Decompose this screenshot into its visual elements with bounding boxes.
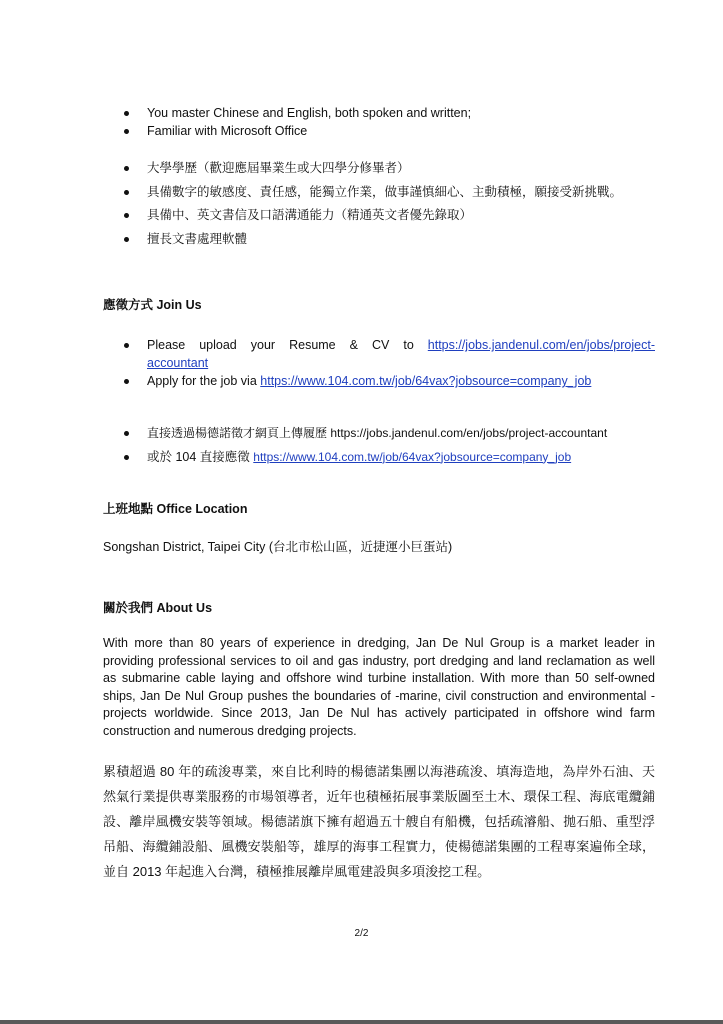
list-item bbox=[0, 104, 471, 122]
upload-text: Please upload your Resume & CV to bbox=[147, 338, 428, 352]
requirement-text: You master Chinese and English, both spoken and written; bbox=[147, 106, 472, 120]
requirement-text: 擅長文書處理軟體 bbox=[147, 231, 248, 246]
apply-link[interactable]: https://www.104.com.tw/job/64vax?jobsource=company_job bbox=[260, 374, 592, 388]
list-item bbox=[0, 446, 607, 470]
requirement-text: 大學學歷（歡迎應屆畢業生或大四學分修畢者） bbox=[147, 161, 410, 175]
list-item bbox=[0, 228, 622, 252]
requirements-en-list bbox=[0, 104, 471, 140]
apply-text: Apply for the job via bbox=[147, 374, 261, 388]
list-item bbox=[0, 336, 655, 372]
list-item bbox=[0, 122, 471, 140]
requirements-cn-list bbox=[0, 157, 622, 251]
list-item bbox=[0, 157, 622, 181]
about-us-heading: 關於我們 About Us bbox=[103, 601, 213, 615]
office-location-heading: 上班地點 Office Location bbox=[103, 502, 248, 516]
list-item bbox=[0, 372, 655, 390]
upload-link[interactable]: https://jobs.jandenul.com/en/jobs/project-accountant bbox=[147, 338, 655, 370]
cn-apply-link[interactable]: https://www.104.com.tw/job/64vax?jobsource=company_job bbox=[253, 449, 572, 464]
requirement-text: 具備中、英文書信及口語溝通能力（精通英文者優先錄取） bbox=[147, 208, 473, 222]
list-item bbox=[0, 204, 622, 228]
join-cn-list bbox=[0, 422, 607, 469]
cn-upload-text: 直接透過楊德諾徵才網頁上傳履歷 https://jobs.jandenul.com/en/jobs/project-accountant bbox=[147, 426, 608, 440]
join-us-heading: 應徵方式 Join Us bbox=[103, 298, 202, 312]
cn-apply-text: 或於 104 直接應徵 bbox=[147, 449, 254, 464]
requirement-text: 具備數字的敏感度、責任感，能獨立作業，做事謹慎細心、主動積極，願接受新挑戰。 bbox=[147, 184, 623, 199]
list-item bbox=[0, 422, 607, 446]
requirement-text: Familiar with Microsoft Office bbox=[147, 124, 308, 138]
about-en-paragraph: With more than 80 years of experience in dredging, Jan De Nul Group is a market leader in providing professional services to oil and gas industry, port dredging and land reclamation as well as submarine cable laying and offshore wind turbine installation. With more than 50 self-owned ships, Jan De Nul Group pushes the boundaries of -marine, civil construction and environmental -projects worldwide. Since 2013, Jan De Nul has actively participated in offshore wind farm construction and numerous dredging projects. bbox=[103, 636, 655, 738]
about-cn-paragraph: 累積超過 80 年的疏浚專業，來自比利時的楊德諾集團以海港疏浚、填海造地，為岸外石油、天然氣行業提供專業服務的市場領導者，近年也積極拓展事業版圖至土木、環保工程、海底電纜鋪設、離岸風機安裝等領域。楊德諾旗下擁有超過五十艘自有船機，包括疏濬船、拋石船、重型浮吊船、海纜鋪設船、風機安裝船等，雄厚的海事工程實力，使楊德諾集團的工程專案遍佈全球，並自 2013 年起進入台灣，積極推展離岸風電建設與多項浚挖工程。 bbox=[103, 764, 655, 879]
office-location-text: Songshan District, Taipei City (台北市松山區，近捷運小巨蛋站) bbox=[103, 540, 453, 554]
page-number: 2/2 bbox=[354, 928, 369, 939]
page-bottom-border bbox=[0, 1020, 723, 1024]
join-en-list bbox=[0, 336, 655, 390]
list-item bbox=[0, 181, 622, 205]
